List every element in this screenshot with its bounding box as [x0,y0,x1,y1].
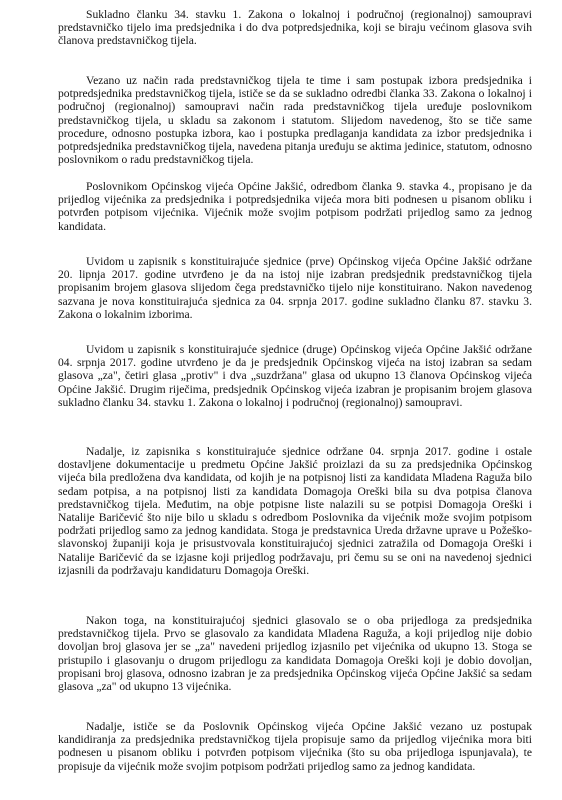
paragraph-2: Vezano uz način rada predstavničkog tijela te time i sam postupak izbora predsjednika i potpredsjednika predstavničkog tijela, ističe se da se sukladno odredbi članka 33. Zakona o lokalnoj i područnoj (regionalnoj) samoupravi način rada predstavničkog tijela uređuje poslovnikom predstavničkog tijela, u skladu sa zakonom i statutom. Slijedom navedenog, što se tiče same procedure, odnosno postupka izbora, kao i postupka predlaganja kandidata za izbor predsjednika i potpredsjednika predstavničkog tijela, navedena pitanja uređuju se aktima jedinice, statutom, odnosno poslovnikom o radu predstavničkog tijela. [58,74,532,167]
paragraph-5: Uvidom u zapisnik s konstituirajuće sjednice (druge) Općinskog vijeća Općine Jakšić održane 04. srpnja 2017. godine utvrđeno je da je predsjednik Općinskog vijeća na istoj izabran sa sedam glasova „za", četiri glasa „protiv" i dva „suzdržana" glasa od ukupno 13 članova Općinskog vijeća Općine Jakšić. Drugim riječima, predsjednik Općinskog vijeća izabran je propisanim brojem glasova sukladno članku 34. stavku 1. Zakona o lokalnoj i područnoj (regionalnoj) samoupravi. [58,343,532,409]
paragraph-6: Nadalje, iz zapisnika s konstituirajuće sjednice održane 04. srpnja 2017. godine i ostale dostavljene dokumentacije u predmetu Općine Jakšić proizlazi da su za predsjednika Općinskog vijeća bila predložena dva kandidata, od kojih je na potpisnoj listi za kandidata Mladena Raguža bilo sedam potpisa, a na potpisnoj listi za kandidata Domagoja Oreški bila su dva potpisa članova predstavničkog tijela. Međutim, na obje potpisne liste nalazili su se potpisi Domagoja Oreški i Natalije Baričević što nije bilo u skladu s odredbom Poslovnika da vijećnik može svojim potpisom podržati prijedlog samo za jednog kandidata. Stoga je predstavnica Ureda državne uprave u Požeško-slavonskoj županiji koja je prisustvovala konstituirajućoj sjednici zatražila od Domagoja Oreški i Natalije Baričević da se izjasne koji prijedlog podržavaju, pri čemu su se oni na navedenoj sjednici izjasnili da podržavaju kandidaturu Domagoja Oreški. [58,445,532,577]
paragraph-3: Poslovnikom Općinskog vijeća Općine Jakšić, odredbom članka 9. stavka 4., propisano je da prijedlog vijećnika za predsjednika i potpredsjednika vijeća mora biti podnesen u pisanom obliku i potvrđen potpisom vijećnika. Vijećnik može svojim potpisom podržati prijedlog samo za jednog kandidata. [58,180,532,233]
paragraph-8: Nadalje, ističe se da Poslovnik Općinskog vijeća Općine Jakšić vezano uz postupak kandidiranja za predsjednika predstavničkog tijela propisuje samo da prijedlog vijećnika mora biti podnesen u pisanom obliku i potvrđen potpisom vijećnika (što su oba prijedloga ispunjavala), te propisuje da vijećnik može svojim potpisom podržati prijedlog samo za jednog kandidata. [58,720,532,773]
paragraph-7: Nakon toga, na konstituirajućoj sjednici glasovalo se o oba prijedloga za predsjednika predstavničkog tijela. Prvo se glasovalo za kandidata Mladena Raguža, a koji prijedlog nije dobio dovoljan broj glasova jer se „za" navedeni prijedlog izjasnilo pet vijećnika od ukupno 13. Stoga se pristupilo i glasovanju o drugom prijedlogu za kandidata Domagoja Oreški koji je dobio dovoljan, propisani broj glasova, odnosno izabran je za predsjednika Općinskog vijeća Općine Jakšić sa sedam glasova „za" od ukupno 13 vijećnika. [58,614,532,694]
paragraph-1: Sukladno članku 34. stavku 1. Zakona o lokalnoj i područnoj (regionalnoj) samoupravi predstavničko tijelo ima predsjednika i do dva potpredsjednika, koji se biraju većinom glasova svih članova predstavničkog tijela. [58,8,532,48]
paragraph-4: Uvidom u zapisnik s konstituirajuće sjednice (prve) Općinskog vijeća Općine Jakšić održane 20. lipnja 2017. godine utvrđeno je da na istoj nije izabran predsjednik predstavničkog tijela propisanim brojem glasova slijedom čega predstavničko tijelo nije konstituirano. Nakon navedenog sazvana je nova konstituirajuća sjednica za 04. srpnja 2017. godine sukladno članku 87. stavku 3. Zakona o lokalnim izborima. [58,255,532,321]
